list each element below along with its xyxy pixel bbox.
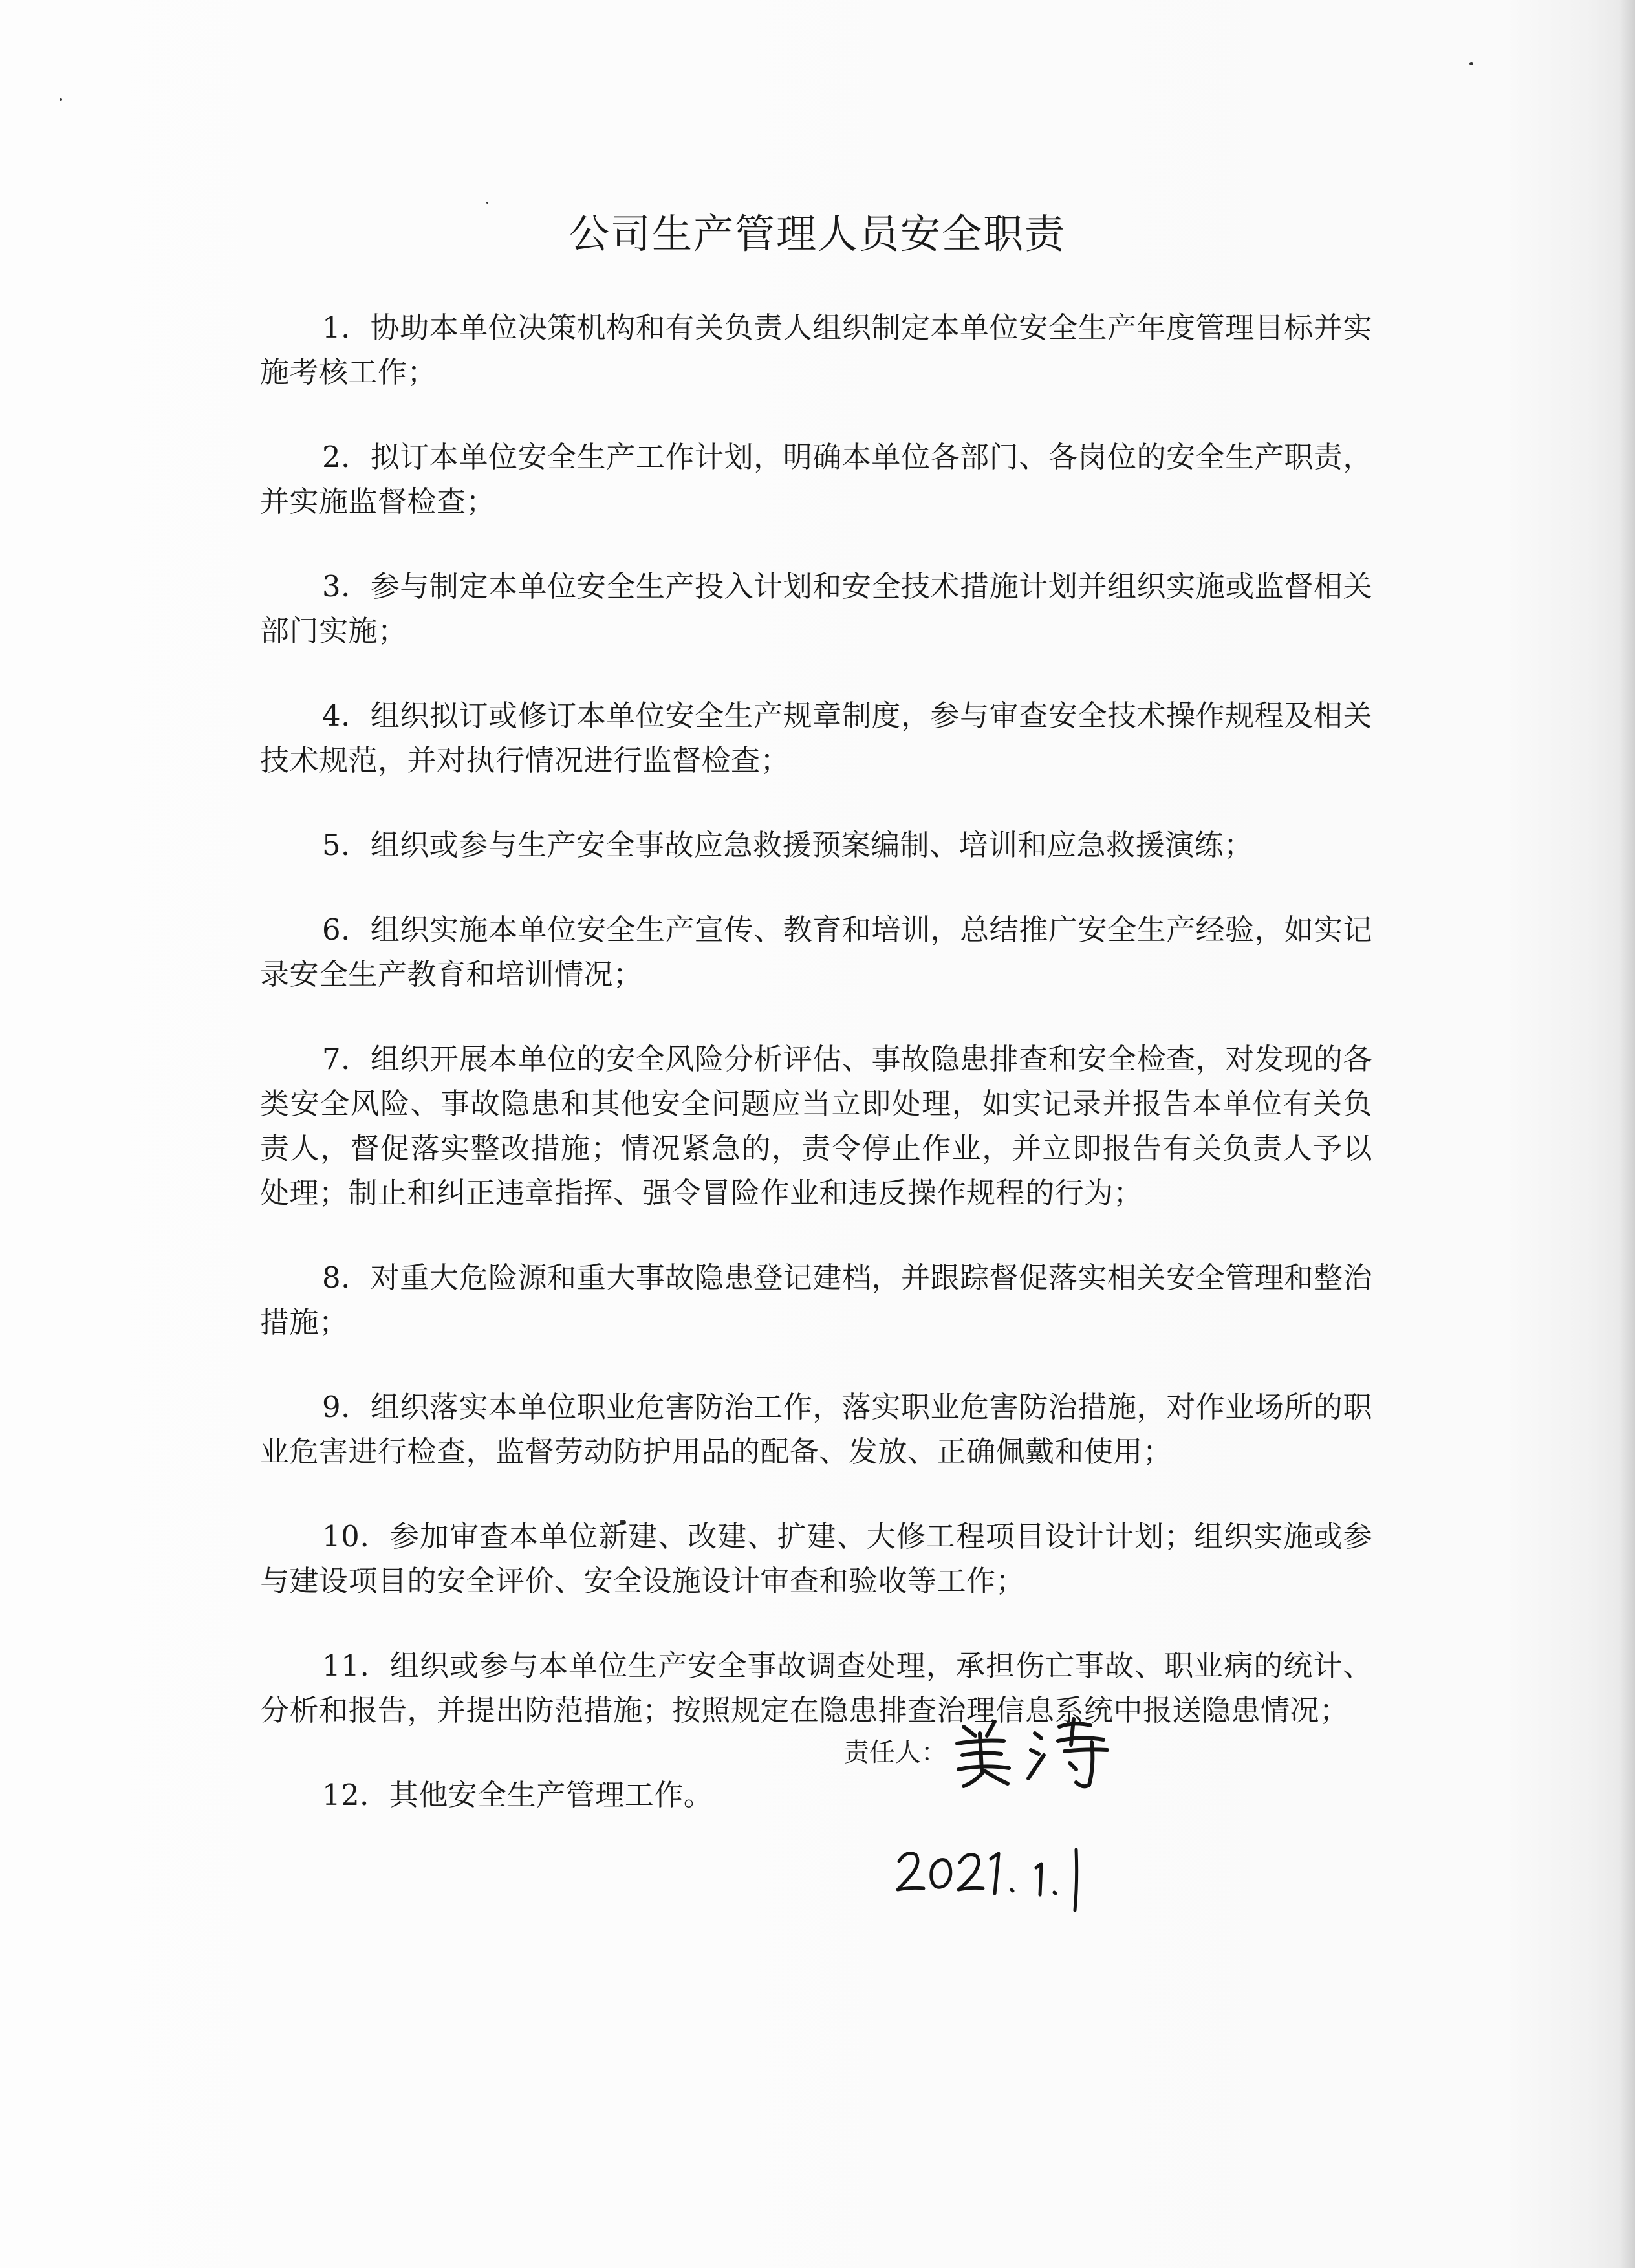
clause-5: 5．组织或参与生产安全事故应急救援预案编制、培训和应急救援演练； [322,828,1253,862]
signer-label: 责任人： [843,1738,947,1767]
clause-8: 8．对重大危险源和重大事故隐患登记建档，并跟踪督促落实相关安全管理和整治措施； [260,1260,1372,1339]
clause-1: 1．协助本单位决策机构和有关负责人组织制定本单位安全生产年度管理目标并实施考核工作； [260,310,1372,389]
clause-12: 12．其他安全生产管理工作。 [322,1778,713,1812]
clause-2: 2．拟订本单位安全生产工作计划，明确本单位各部门、各岗位的安全生产职责，并实施监督检查； [260,440,1372,519]
document-title: 公司生产管理人员安全职责 [568,210,1066,257]
clause-10: 10．参加审查本单位新建、改建、扩建、大修工程项目设计计划；组织实施或参与建设项目的安全评价、安全设施设计审查和验收等工作； [260,1519,1372,1598]
handwritten-date [893,1830,1125,1914]
clause-9: 9．组织落实本单位职业危害防治工作，落实职业危害防治措施，对作业场所的职业危害进行检查，监督劳动防护用品的配备、发放、正确佩戴和使用； [260,1390,1372,1469]
scan-speck [60,98,62,101]
clause-6: 6．组织实施本单位安全生产宣传、教育和培训，总结推广安全生产经验，如实记录安全生产教育和培训情况； [260,913,1372,991]
clause-7: 7．组织开展本单位的安全风险分析评估、事故隐患排查和安全检查，对发现的各类安全风险、事故隐患和其他安全问题应当立即处理，如实记录并报告本单位有关负责人，督促落实整改措施；情况紧急的，责令停止作业，并立即报告有关负责人予以处理；制止和纠正违章指挥、强令冒险作业和违反操作规程的行为； [260,1042,1372,1210]
scan-speck [1469,62,1473,65]
handwritten-signature [944,1707,1158,1791]
clause-11: 11．组织或参与本单位生产安全事故调查处理，承担伤亡事故、职业病的统计、分析和报告，并提出防范措施；按照规定在隐患排查治理信息系统中报送隐患情况； [260,1648,1372,1727]
clause-4: 4．组织拟订或修订本单位安全生产规章制度，参与审查安全技术操作规程及相关技术规范，并对执行情况进行监督检查； [260,698,1372,777]
clause-3: 3．参与制定本单位安全生产投入计划和安全技术措施计划并组织实施或监督相关部门实施； [260,569,1372,648]
clause-list [260,305,1372,1857]
page-edge-shadow [1619,0,1635,2268]
signature-block [841,1707,1164,1914]
